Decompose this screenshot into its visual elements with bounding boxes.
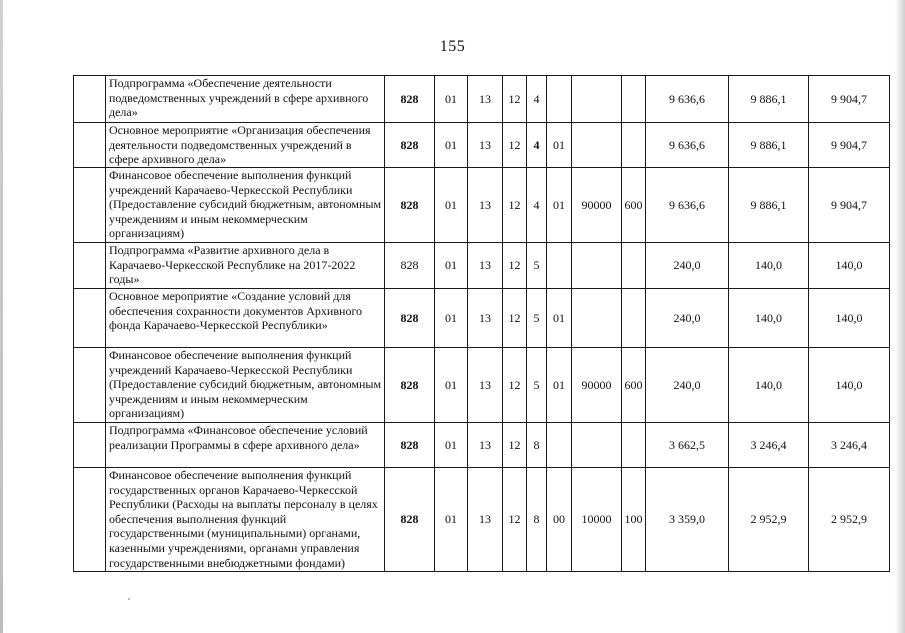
table-row	[74, 423, 890, 468]
row-name: Основное мероприятие «Организация обеспечения деятельности подведомственных учреждений в сфере архивного дела»	[106, 123, 385, 168]
subsection-code: 13	[468, 123, 503, 168]
program-code: 12	[503, 468, 527, 572]
amount-year-2: 140,0	[729, 289, 809, 348]
amount-year-1: 9 636,6	[646, 76, 729, 123]
scan-speck	[128, 598, 130, 600]
amount-year-1: 9 636,6	[646, 168, 729, 243]
event-code	[547, 76, 572, 123]
event-code	[547, 423, 572, 468]
amount-year-3: 140,0	[809, 243, 890, 289]
program-code: 12	[503, 289, 527, 348]
subsection-code: 13	[468, 168, 503, 243]
row-number-cell	[74, 468, 106, 572]
subsection-code: 13	[468, 289, 503, 348]
scan-left-edge	[0, 0, 3, 633]
row-name: Финансовое обеспечение выполнения функций государственных органов Карачаево-Черкесской Республики (Расходы на выплаты персоналу в целях обеспечения выполнения функций государственными (муниципальными) органами, казенными учреждениями, органами управления государственными внебюджетными фондами)	[106, 468, 385, 572]
program-code: 12	[503, 243, 527, 289]
ministry-code: 828	[385, 289, 435, 348]
table-row	[74, 468, 890, 572]
amount-year-2: 2 952,9	[729, 468, 809, 572]
page-number: 155	[439, 38, 466, 55]
direction-code	[572, 289, 622, 348]
direction-code: 90000	[572, 168, 622, 243]
ministry-code: 828	[385, 76, 435, 123]
table-body	[74, 76, 890, 572]
event-code: 01	[547, 123, 572, 168]
section-code: 01	[435, 243, 468, 289]
amount-year-2: 140,0	[729, 348, 809, 423]
row-number-cell	[74, 76, 106, 123]
expense-type-code	[622, 123, 646, 168]
ministry-code: 828	[385, 123, 435, 168]
row-number-cell	[74, 423, 106, 468]
subprogram-code: 5	[527, 348, 547, 423]
amount-year-2: 140,0	[729, 243, 809, 289]
subprogram-code: 5	[527, 289, 547, 348]
subsection-code: 13	[468, 76, 503, 123]
expense-type-code: 600	[622, 348, 646, 423]
expense-type-code: 100	[622, 468, 646, 572]
subsection-code: 13	[468, 348, 503, 423]
amount-year-2: 9 886,1	[729, 76, 809, 123]
section-code: 01	[435, 468, 468, 572]
expense-type-code	[622, 423, 646, 468]
direction-code	[572, 76, 622, 123]
amount-year-3: 140,0	[809, 289, 890, 348]
row-number-cell	[74, 348, 106, 423]
subprogram-code: 8	[527, 423, 547, 468]
subsection-code: 13	[468, 243, 503, 289]
table-row	[74, 76, 890, 123]
table-row	[74, 168, 890, 243]
amount-year-3: 9 904,7	[809, 76, 890, 123]
subprogram-code: 4	[527, 168, 547, 243]
amount-year-1: 3 662,5	[646, 423, 729, 468]
amount-year-1: 240,0	[646, 348, 729, 423]
ministry-code: 828	[385, 168, 435, 243]
direction-code	[572, 423, 622, 468]
subprogram-code: 4	[527, 123, 547, 168]
expense-type-code	[622, 243, 646, 289]
row-name: Финансовое обеспечение выполнения функций учреждений Карачаево-Черкесской Республики (Предоставление субсидий бюджетным, автономным учреждениям и иным некоммерческим организациям)	[106, 348, 385, 423]
amount-year-3: 140,0	[809, 348, 890, 423]
row-name: Подпрограмма «Развитие архивного дела в Карачаево-Черкесской Республике на 2017-2022 годы»	[106, 243, 385, 289]
program-code: 12	[503, 423, 527, 468]
table-row	[74, 348, 890, 423]
program-code: 12	[503, 123, 527, 168]
scan-right-edge	[895, 0, 905, 633]
row-number-cell	[74, 123, 106, 168]
expense-type-code	[622, 76, 646, 123]
section-code: 01	[435, 348, 468, 423]
direction-code: 90000	[572, 348, 622, 423]
row-name: Финансовое обеспечение выполнения функций учреждений Карачаево-Черкесской Республики (Предоставление субсидий бюджетным, автономным учреждениям и иным некоммерческим организациям)	[106, 168, 385, 243]
table-row	[74, 123, 890, 168]
subprogram-code: 8	[527, 468, 547, 572]
table-row	[74, 289, 890, 348]
direction-code: 10000	[572, 468, 622, 572]
program-code: 12	[503, 76, 527, 123]
amount-year-1: 3 359,0	[646, 468, 729, 572]
direction-code	[572, 243, 622, 289]
budget-table	[73, 75, 890, 572]
row-name: Подпрограмма «Обеспечение деятельности подведомственных учреждений в сфере архивного дела»	[106, 76, 385, 123]
ministry-code: 828	[385, 348, 435, 423]
event-code: 01	[547, 348, 572, 423]
ministry-code: 828	[385, 468, 435, 572]
amount-year-3: 9 904,7	[809, 168, 890, 243]
row-number-cell	[74, 289, 106, 348]
row-name: Основное мероприятие «Создание условий для обеспечения сохранности документов Архивного фонда Карачаево-Черкесской Республики»	[106, 289, 385, 348]
section-code: 01	[435, 76, 468, 123]
direction-code	[572, 123, 622, 168]
amount-year-3: 2 952,9	[809, 468, 890, 572]
event-code: 00	[547, 468, 572, 572]
section-code: 01	[435, 289, 468, 348]
event-code: 01	[547, 289, 572, 348]
expense-type-code: 600	[622, 168, 646, 243]
amount-year-1: 9 636,6	[646, 123, 729, 168]
amount-year-2: 9 886,1	[729, 168, 809, 243]
amount-year-2: 3 246,4	[729, 423, 809, 468]
subsection-code: 13	[468, 423, 503, 468]
expense-type-code	[622, 289, 646, 348]
ministry-code: 828	[385, 243, 435, 289]
amount-year-1: 240,0	[646, 289, 729, 348]
section-code: 01	[435, 123, 468, 168]
table-row	[74, 243, 890, 289]
subprogram-code: 4	[527, 76, 547, 123]
amount-year-2: 9 886,1	[729, 123, 809, 168]
amount-year-1: 240,0	[646, 243, 729, 289]
section-code: 01	[435, 168, 468, 243]
subsection-code: 13	[468, 468, 503, 572]
row-number-cell	[74, 243, 106, 289]
row-number-cell	[74, 168, 106, 243]
event-code	[547, 243, 572, 289]
amount-year-3: 3 246,4	[809, 423, 890, 468]
program-code: 12	[503, 348, 527, 423]
program-code: 12	[503, 168, 527, 243]
ministry-code: 828	[385, 423, 435, 468]
subprogram-code: 5	[527, 243, 547, 289]
section-code: 01	[435, 423, 468, 468]
row-name: Подпрограмма «Финансовое обеспечение условий реализации Программы в сфере архивного дела»	[106, 423, 385, 468]
amount-year-3: 9 904,7	[809, 123, 890, 168]
event-code: 01	[547, 168, 572, 243]
